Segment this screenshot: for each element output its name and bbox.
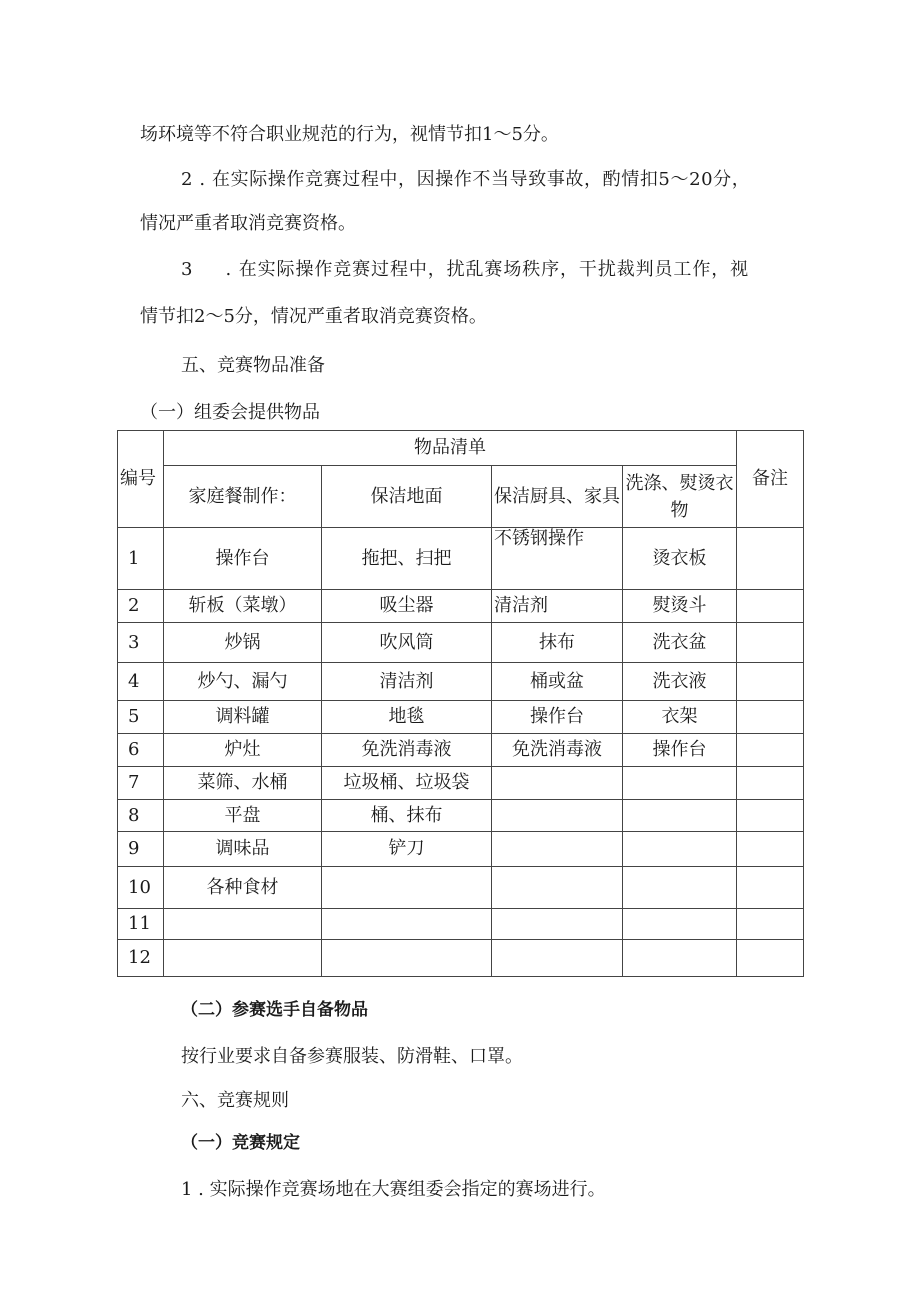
cell-floor-cleaning: 铲刀 xyxy=(322,832,492,867)
subsection-2-heading: （二）参赛选手自备物品 xyxy=(181,1000,368,1020)
table-row xyxy=(118,701,804,734)
paragraph-2-line2: 情况严重者取消竞赛资格。 xyxy=(140,213,356,234)
cell-home-meal: 斩板（菜墩） xyxy=(164,590,322,623)
cell-note xyxy=(737,909,804,940)
paragraph-5: 1 . 实际操作竞赛场地在大赛组委会指定的赛场进行。 xyxy=(181,1179,606,1200)
header-col1: 家庭餐制作： xyxy=(164,466,322,528)
cell-laundry xyxy=(623,832,737,867)
cell-laundry: 熨烫斗 xyxy=(623,590,737,623)
cell-laundry xyxy=(623,909,737,940)
cell-home-meal: 平盘 xyxy=(164,800,322,832)
cell-floor-cleaning: 垃圾桶、垃圾袋 xyxy=(322,767,492,800)
cell-laundry xyxy=(623,940,737,977)
cell-home-meal xyxy=(164,909,322,940)
table-header-row xyxy=(118,431,804,466)
cell-home-meal xyxy=(164,940,322,977)
table-row xyxy=(118,867,804,909)
cell-floor-cleaning: 清洁剂 xyxy=(322,663,492,701)
cell-kitchen-cleaning: 清洁剂 xyxy=(492,590,623,623)
header-col4: 洗涤、熨烫衣物 xyxy=(623,466,737,528)
cell-floor-cleaning xyxy=(322,909,492,940)
row-number: 8 xyxy=(118,800,164,832)
cell-home-meal: 炉灶 xyxy=(164,734,322,767)
cell-floor-cleaning: 桶、抹布 xyxy=(322,800,492,832)
table-row xyxy=(118,767,804,800)
row-number: 2 xyxy=(118,590,164,623)
cell-laundry: 烫衣板 xyxy=(623,528,737,590)
cell-laundry: 操作台 xyxy=(623,734,737,767)
subsection-1-heading: （一）组委会提供物品 xyxy=(140,402,320,423)
cell-laundry: 洗衣盆 xyxy=(623,623,737,663)
subsection-3-heading: （一）竞赛规定 xyxy=(181,1133,300,1153)
table-row xyxy=(118,528,804,590)
cell-kitchen-cleaning xyxy=(492,940,623,977)
cell-note xyxy=(737,623,804,663)
cell-floor-cleaning: 拖把、扫把 xyxy=(322,528,492,590)
cell-floor-cleaning: 吸尘器 xyxy=(322,590,492,623)
table-row xyxy=(118,623,804,663)
cell-note xyxy=(737,663,804,701)
goods-table xyxy=(117,430,804,977)
paragraph-3-line2: 情节扣2～5分，情况严重者取消竞赛资格。 xyxy=(140,306,487,327)
table-row xyxy=(118,940,804,977)
cell-kitchen-cleaning: 操作台 xyxy=(492,701,623,734)
cell-note xyxy=(737,528,804,590)
cell-floor-cleaning: 免洗消毒液 xyxy=(322,734,492,767)
cell-home-meal: 各种食材 xyxy=(164,867,322,909)
row-number: 7 xyxy=(118,767,164,800)
cell-kitchen-cleaning xyxy=(492,867,623,909)
cell-home-meal: 操作台 xyxy=(164,528,322,590)
cell-laundry: 衣架 xyxy=(623,701,737,734)
cell-kitchen-cleaning: 桶或盆 xyxy=(492,663,623,701)
table-row xyxy=(118,663,804,701)
cell-note xyxy=(737,734,804,767)
cell-home-meal: 炒锅 xyxy=(164,623,322,663)
cell-floor-cleaning: 吹风筒 xyxy=(322,623,492,663)
cell-note xyxy=(737,832,804,867)
cell-laundry xyxy=(623,867,737,909)
row-number: 11 xyxy=(118,909,164,940)
header-note: 备注 xyxy=(737,431,804,528)
cell-kitchen-cleaning: 不锈钢操作 xyxy=(492,528,623,590)
header-goods-list: 物品清单 xyxy=(164,431,737,466)
cell-note xyxy=(737,590,804,623)
row-number: 4 xyxy=(118,663,164,701)
header-number: 编号 xyxy=(118,431,164,528)
cell-kitchen-cleaning xyxy=(492,909,623,940)
table-row xyxy=(118,800,804,832)
cell-floor-cleaning xyxy=(322,940,492,977)
section-6-heading: 六、竞赛规则 xyxy=(181,1090,289,1111)
cell-home-meal: 调味品 xyxy=(164,832,322,867)
table-row xyxy=(118,832,804,867)
cell-kitchen-cleaning xyxy=(492,767,623,800)
row-number: 6 xyxy=(118,734,164,767)
cell-home-meal: 菜筛、水桶 xyxy=(164,767,322,800)
row-number: 5 xyxy=(118,701,164,734)
cell-laundry xyxy=(623,800,737,832)
section-5-heading: 五、竞赛物品准备 xyxy=(181,355,325,376)
table-row xyxy=(118,590,804,623)
cell-note xyxy=(737,701,804,734)
paragraph-2-line1: 2 . 在实际操作竞赛过程中，因操作不当导致事故，酌情扣5～20分， xyxy=(181,169,751,190)
cell-floor-cleaning: 地毯 xyxy=(322,701,492,734)
cell-kitchen-cleaning: 免洗消毒液 xyxy=(492,734,623,767)
table-row xyxy=(118,909,804,940)
row-number: 3 xyxy=(118,623,164,663)
cell-floor-cleaning xyxy=(322,867,492,909)
row-number: 9 xyxy=(118,832,164,867)
cell-home-meal: 炒勺、漏勺 xyxy=(164,663,322,701)
header-col3: 保洁厨具、家具 xyxy=(492,466,623,528)
row-number: 1 xyxy=(118,528,164,590)
cell-kitchen-cleaning xyxy=(492,800,623,832)
cell-kitchen-cleaning xyxy=(492,832,623,867)
cell-note xyxy=(737,940,804,977)
cell-note xyxy=(737,867,804,909)
cell-note xyxy=(737,800,804,832)
paragraph-4: 按行业要求自备参赛服装、防滑鞋、口罩。 xyxy=(181,1046,523,1067)
cell-home-meal: 调料罐 xyxy=(164,701,322,734)
cell-laundry xyxy=(623,767,737,800)
cell-note xyxy=(737,767,804,800)
row-number: 10 xyxy=(118,867,164,909)
cell-kitchen-cleaning: 抹布 xyxy=(492,623,623,663)
header-col2: 保洁地面 xyxy=(322,466,492,528)
table-subheader-row xyxy=(118,466,804,528)
cell-laundry: 洗衣液 xyxy=(623,663,737,701)
paragraph-3-line1: 3 . 在实际操作竞赛过程中，扰乱赛场秩序，干扰裁判员工作，视 xyxy=(181,259,750,280)
paragraph-1: 场环境等不符合职业规范的行为，视情节扣1～5分。 xyxy=(140,124,559,145)
row-number: 12 xyxy=(118,940,164,977)
table-row xyxy=(118,734,804,767)
